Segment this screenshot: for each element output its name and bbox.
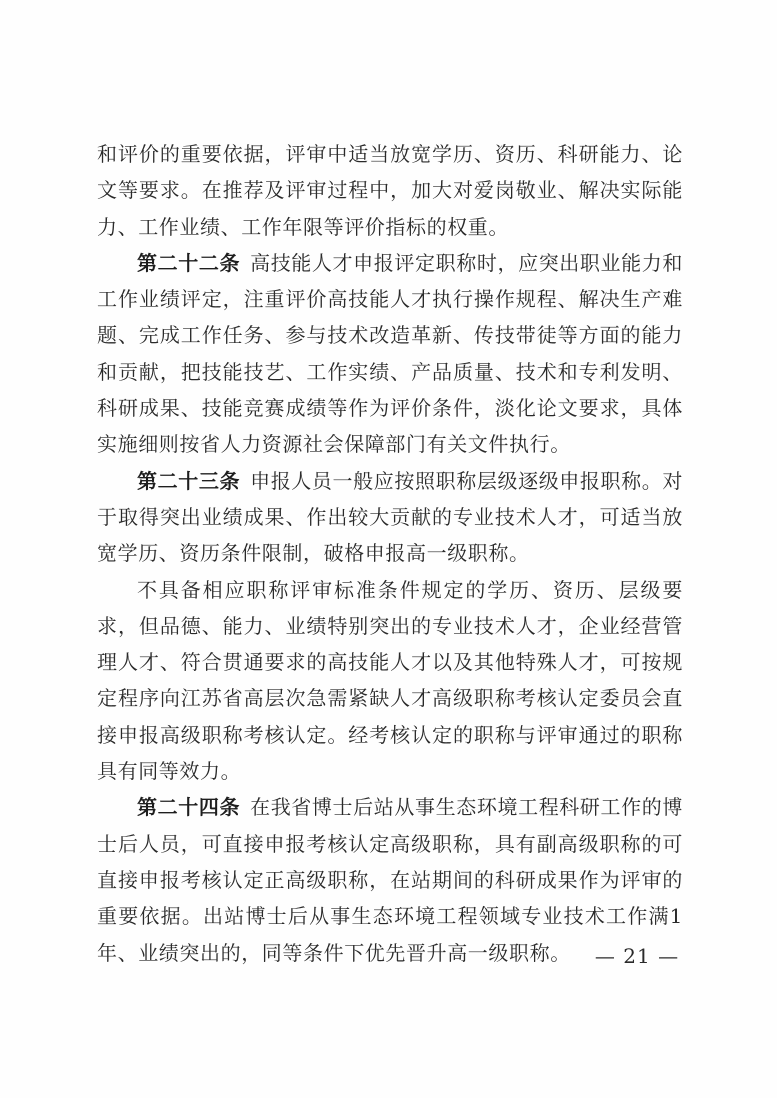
paragraph-continuation (97, 136, 683, 245)
page-number: — 21 — (594, 944, 680, 968)
article-heading: 第二十四条 (137, 795, 241, 820)
document-body (97, 136, 683, 971)
paragraph-special-talent (97, 572, 683, 790)
paragraph-article-23 (97, 463, 683, 572)
article-heading: 第二十三条 (137, 468, 241, 493)
paragraph-text: 不具备相应职称评审标准条件规定的学历、资历、层级要求，但品德、能力、业绩特别突出的专业技术人才，企业经营管理人才、符合贯通要求的高技能人才以及其他特殊人才，可按规定程序向江苏省高层次急需紧缺人才高级职称考核认定委员会直接申报高级职称考核认定。经考核认定的职称与评审通过的职称具有同等效力。 (97, 577, 683, 784)
article-heading: 第二十二条 (137, 250, 241, 275)
paragraph-text: 高技能人才申报评定职称时，应突出职业能力和工作业绩评定，注重评价高技能人才执行操作规程、解决生产难题、完成工作任务、参与技术改造革新、传技带徒等方面的能力和贡献，把技能技艺、工作实绩、产品质量、技术和专利发明、科研成果、技能竞赛成绩等作为评价条件，淡化论文要求，具体实施细则按省人力资源社会保障部门有关文件执行。 (97, 250, 683, 457)
paragraph-text: 申报人员一般应按照职称层级逐级申报职称。对于取得突出业绩成果、作出较大贡献的专业技术人才，可适当放宽学历、资历条件限制，破格申报高一级职称。 (97, 468, 683, 566)
paragraph-text: 在我省博士后站从事生态环境工程科研工作的博士后人员，可直接申报考核认定高级职称，具有副高级职称的可直接申报考核认定正高级职称，在站期间的科研成果作为评审的重要依据。出站博士后从事生态环境工程领域专业技术工作满1年、业绩突出的，同等条件下优先晋升高一级职称。 (97, 795, 683, 965)
paragraph-text: 和评价的重要依据，评审中适当放宽学历、资历、科研能力、论文等要求。在推荐及评审过程中，加大对爱岗敬业、解决实际能力、工作业绩、工作年限等评价指标的权重。 (97, 142, 683, 239)
paragraph-article-22 (97, 245, 683, 463)
